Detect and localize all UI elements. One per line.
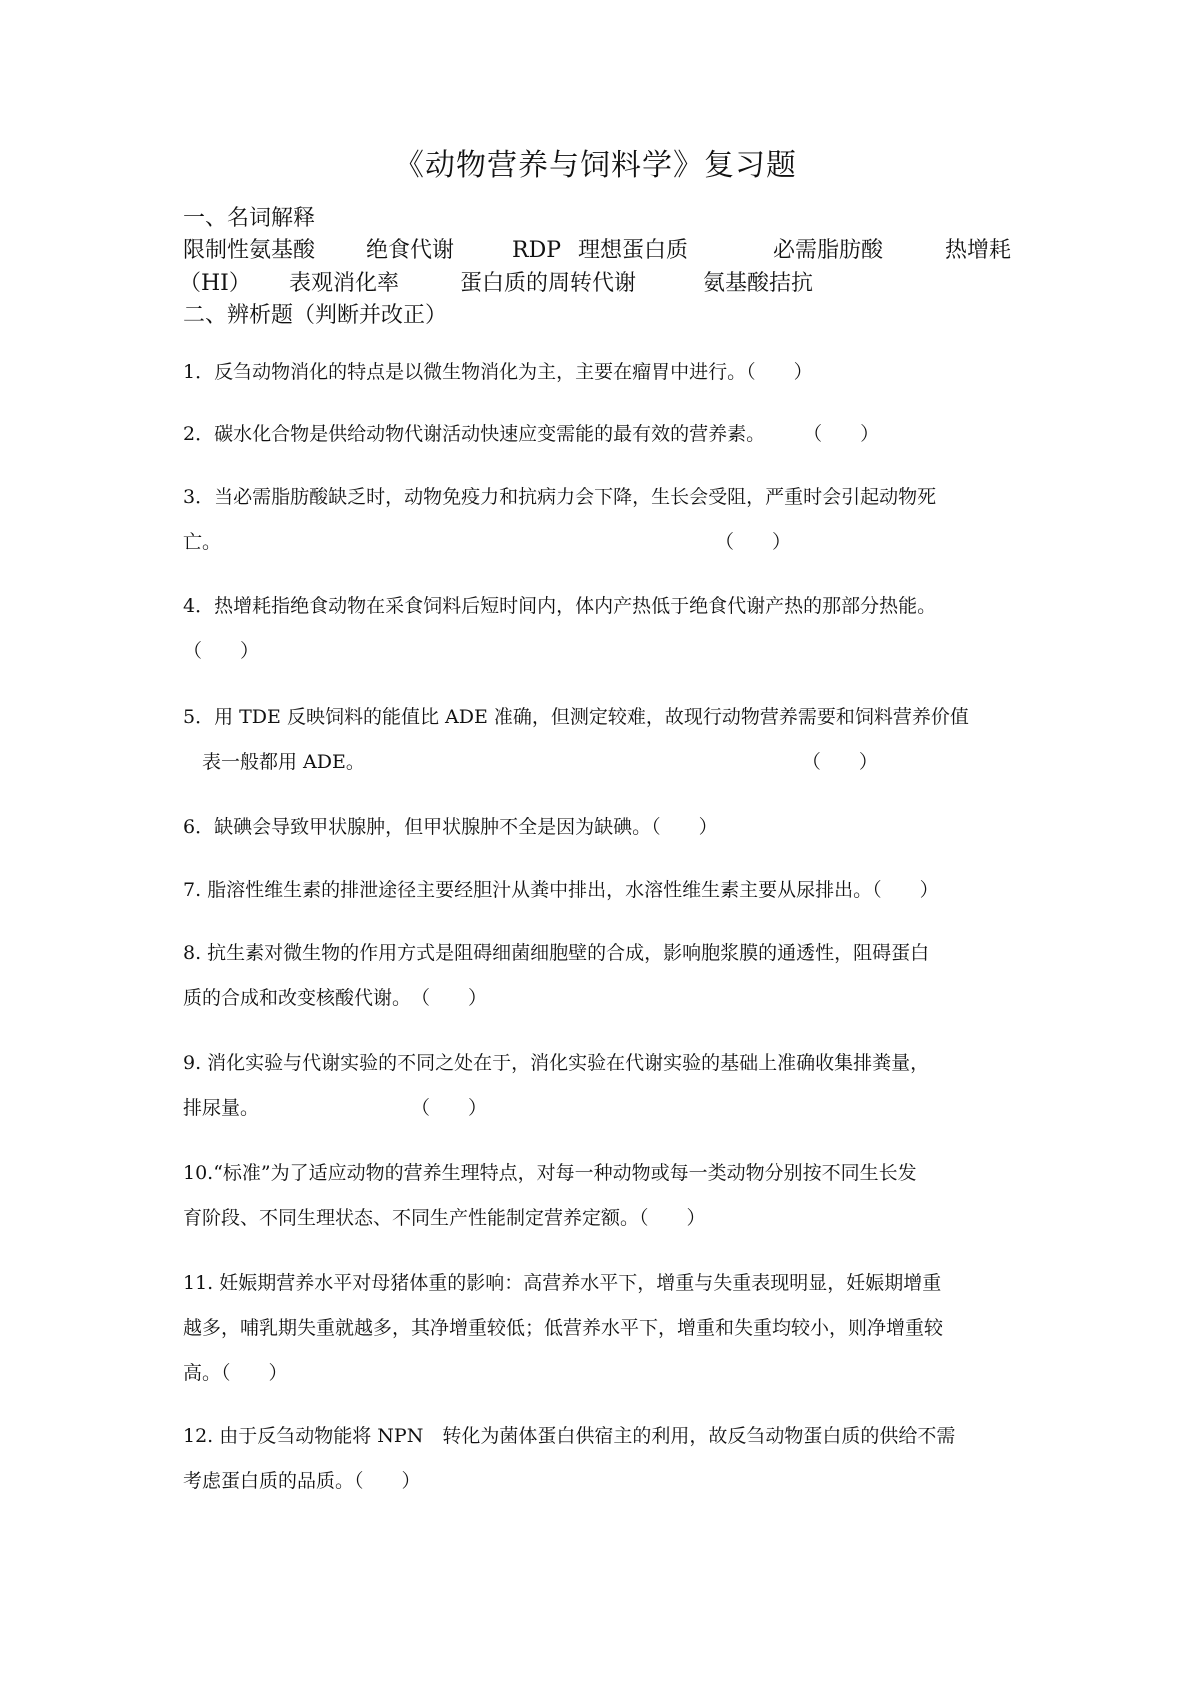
section-heading-definitions: 一、名词解释 [183,206,316,231]
question-line: 质的合成和改变核酸代谢。 （ ） [183,987,488,1009]
question-line: 11. 妊娠期营养水平对母猪体重的影响：高营养水平下，增重与失重表现明显，妊娠期增重 [183,1272,942,1294]
question-line: 1．反刍动物消化的特点是以微生物消化为主，主要在瘤胃中进行。（ ） [183,361,813,383]
question-line: 2．碳水化合物是供给动物代谢活动快速应变需能的最有效的营养素。 （ ） [183,423,880,445]
question-line: 9. 消化实验与代谢实验的不同之处在于，消化实验在代谢实验的基础上准确收集排粪量， [183,1052,930,1074]
terms-row-1 [183,236,1013,266]
term-item: 理想蛋白质 [578,238,689,263]
question-line: 排尿量。 （ ） [183,1097,488,1119]
question-line: 10.“标准”为了适应动物的营养生理特点，对每一种动物或每一类动物分别按不同生长发 [183,1162,917,1184]
question-line: 考虑蛋白质的品质。（ ） [183,1470,421,1492]
question-line: 高。（ ） [183,1362,288,1384]
terms-row-2 [179,269,1013,299]
question-line: 育阶段、不同生理状态、不同生产性能制定营养定额。（ ） [183,1207,706,1229]
question-line: （ ） [183,640,260,662]
term-item: 必需脂肪酸 [773,238,884,263]
term-item: 表观消化率 [289,271,400,296]
question-line: 亡。 （ ） [183,531,792,553]
question-line: 4．热增耗指绝食动物在采食饲料后短时间内，体内产热低于绝食代谢产热的那部分热能。 [183,595,937,617]
term-item: 限制性氨基酸 [183,238,316,263]
term-item: 绝食代谢 [366,238,455,263]
term-item: RDP [512,238,562,263]
term-item: （HI） [179,271,251,296]
question-line: 7. 脂溶性维生素的排泄途径主要经胆汁从粪中排出，水溶性维生素主要从尿排出。（ ） [183,879,939,901]
question-line: 3．当必需脂肪酸缺乏时，动物免疫力和抗病力会下降，生长会受阻，严重时会引起动物死 [183,486,937,508]
question-line: 8. 抗生素对微生物的作用方式是阻碍细菌细胞壁的合成，影响胞浆膜的通透性，阻碍蛋白 [183,942,930,964]
term-item: 氨基酸拮抗 [703,271,814,296]
question-line: 表一般都用 ADE。 （ ） [183,751,878,773]
question-line: 越多，哺乳期失重就越多，其净增重较低；低营养水平下，增重和失重均较小，则净增重较 [183,1317,944,1339]
question-line: 6．缺碘会导致甲状腺肿，但甲状腺肿不全是因为缺碘。（ ） [183,816,718,838]
page-title: 《动物营养与饲料学》复习题 [394,148,797,183]
section-heading-judgement: 二、辨析题（判断并改正） [183,303,448,328]
question-line: 12. 由于反刍动物能将 NPN 转化为菌体蛋白供宿主的利用，故反刍动物蛋白质的供给不需 [183,1425,956,1447]
term-item: 蛋白质的周转代谢 [460,271,637,296]
term-item: 热增耗 [945,238,1012,263]
question-line: 5．用 TDE 反映饲料的能值比 ADE 准确，但测定较难，故现行动物营养需要和饲料营养价值 [183,706,969,728]
